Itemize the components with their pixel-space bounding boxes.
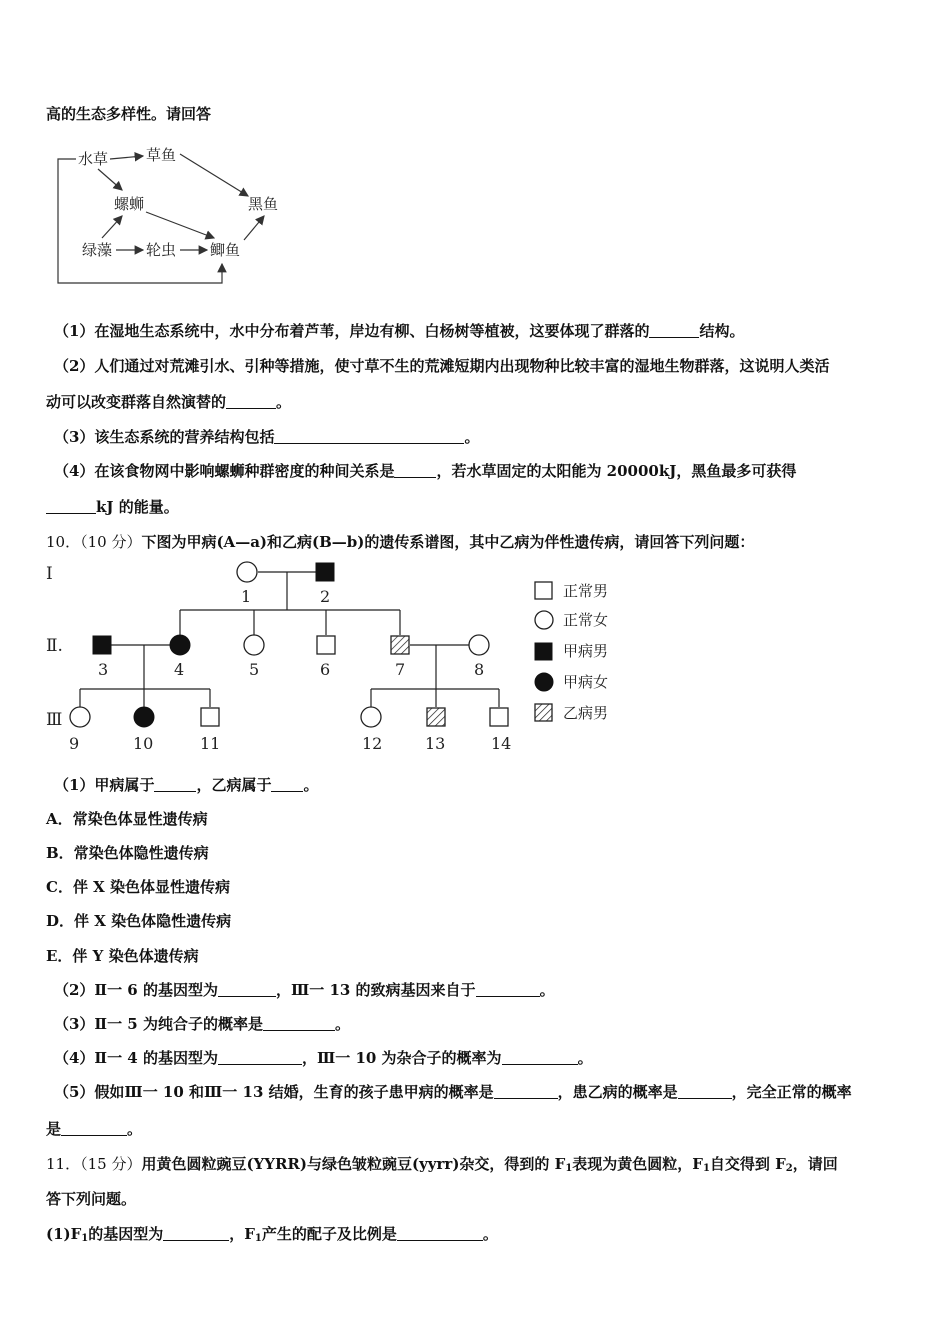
q9-part2-line2: 动可以改变群落自然演替的 。 xyxy=(46,393,292,411)
individual-9-normal-female xyxy=(70,707,90,727)
answer-blank[interactable] xyxy=(61,1120,127,1136)
q10-part5: （5）假如Ⅲ一 10 和Ⅲ一 13 结婚，生育的孩子患甲病的概率是 ，患乙病的概率是 ，完全正常的概率 xyxy=(54,1083,852,1101)
individual-number: 14 xyxy=(491,734,512,753)
individual-14-normal-male xyxy=(490,708,508,726)
individual-3-affected-male-a xyxy=(93,636,111,654)
option-e[interactable]: E．伴 Y 染色体遗传病 xyxy=(46,947,199,965)
individual-12-normal-female xyxy=(361,707,381,727)
legend-normal-male-label: 正常男 xyxy=(563,582,609,600)
q10-part1: （1）甲病属于 ，乙病属于 。 xyxy=(54,776,319,794)
arrow-caoyu-heiyu xyxy=(180,154,248,196)
node-heiyu: 黑鱼 xyxy=(248,195,279,213)
node-lvzao: 绿藻 xyxy=(82,241,113,259)
individual-number: 10 xyxy=(133,734,154,753)
individual-number: 5 xyxy=(249,660,260,679)
q10-part5-line2: 是 。 xyxy=(46,1120,143,1138)
answer-blank[interactable] xyxy=(494,1083,558,1099)
individual-7-affected-male-b xyxy=(391,636,409,654)
q9-part2-line1: （2）人们通过对荒滩引水、引种等措施，使寸草不生的荒滩短期内出现物种比较丰富的湿地生物群落，这说明人类活 xyxy=(54,357,830,375)
answer-blank[interactable] xyxy=(394,462,436,478)
arrow-shuicao-caoyu xyxy=(110,156,143,159)
q9-part4: （4）在该食物网中影响螺蛳种群密度的种间关系是 ，若水草固定的太阳能为 20000kJ，黑鱼最多可获得 xyxy=(54,462,797,480)
generation-label-1: Ⅰ xyxy=(46,564,53,584)
individual-number: 13 xyxy=(425,734,446,753)
option-b[interactable]: B．常染色体隐性遗传病 xyxy=(46,844,209,862)
option-a[interactable]: A．常染色体显性遗传病 xyxy=(46,810,208,828)
node-caoyu: 草鱼 xyxy=(146,146,177,164)
answer-blank[interactable] xyxy=(397,1225,483,1241)
q11-title-line2: 答下列问题。 xyxy=(46,1190,137,1208)
answer-blank[interactable] xyxy=(263,1015,335,1031)
legend-affected-male-a-symbol xyxy=(535,643,552,660)
answer-blank[interactable] xyxy=(274,428,464,444)
node-jiyu: 鲫鱼 xyxy=(210,241,241,259)
legend-affected-male-a-label: 甲病男 xyxy=(563,642,609,660)
answer-blank[interactable] xyxy=(271,776,303,792)
q9-part3: （3）该生态系统的营养结构包括 。 xyxy=(54,428,480,446)
individual-number: 1 xyxy=(241,587,252,606)
arrow-lvzao-luosi xyxy=(102,216,122,238)
q10-part2: （2）Ⅱ一 6 的基因型为 ，Ⅲ一 13 的致病基因来自于 。 xyxy=(54,981,555,999)
answer-blank[interactable] xyxy=(476,981,540,997)
answer-blank[interactable] xyxy=(218,1049,302,1065)
arrow-luosi-jiyu xyxy=(146,212,214,238)
q10-part3: （3）Ⅱ一 5 为纯合子的概率是 。 xyxy=(54,1015,350,1033)
individual-number: 3 xyxy=(98,660,109,679)
intro-line: 高的生态多样性。请回答 xyxy=(46,105,212,123)
node-lunchong: 轮虫 xyxy=(146,241,177,259)
individual-5-normal-female xyxy=(244,635,264,655)
q10-title: 10．（10 分）下图为甲病(A—a)和乙病(B—b)的遗传系谱图，其中乙病为伴性遗传病，请回答下列问题： xyxy=(46,533,755,551)
generation-label-2: Ⅱ. xyxy=(46,636,63,656)
individual-8-normal-female xyxy=(469,635,489,655)
option-c[interactable]: C．伴 X 染色体显性遗传病 xyxy=(46,878,231,896)
individual-number: 2 xyxy=(320,587,331,606)
answer-blank[interactable] xyxy=(502,1049,578,1065)
legend-affected-male-b-symbol xyxy=(535,704,552,721)
q10-part4: （4）Ⅱ一 4 的基因型为 ，Ⅲ一 10 为杂合子的概率为 。 xyxy=(54,1049,593,1067)
individual-2-affected-male-a xyxy=(316,563,334,581)
node-luosi: 螺蛳 xyxy=(114,195,145,213)
answer-blank[interactable] xyxy=(154,776,196,792)
legend-affected-male-b-label: 乙病男 xyxy=(563,704,609,722)
individual-number: 7 xyxy=(395,660,406,679)
individual-number: 11 xyxy=(200,734,221,753)
legend-normal-female-symbol xyxy=(535,611,553,629)
node-shuicao: 水草 xyxy=(78,150,109,168)
individual-number: 8 xyxy=(474,660,485,679)
arrow-shuicao-luosi xyxy=(98,169,122,190)
pedigree-chart xyxy=(40,555,640,755)
individual-number: 9 xyxy=(69,734,80,753)
answer-blank[interactable] xyxy=(649,322,699,338)
individual-number: 6 xyxy=(320,660,331,679)
individual-6-normal-male xyxy=(317,636,335,654)
individual-number: 4 xyxy=(174,660,185,679)
legend-normal-male-symbol xyxy=(535,582,552,599)
q9-part4-line2: kJ 的能量。 xyxy=(46,496,179,517)
legend-affected-female-a-label: 甲病女 xyxy=(563,673,609,691)
arrow-shuicao-jiyu xyxy=(58,159,222,283)
individual-1-normal-female xyxy=(237,562,257,582)
q11-title: 11．（15 分）用黄色圆粒豌豆(YYRR)与绿色皱粒豌豆(yyrr)杂交，得到的 $F_1$表现为黄色圆粒，$F_1$自交得到 $F_2$，请回 xyxy=(46,1155,838,1174)
individual-10-affected-female-a xyxy=(134,707,154,727)
answer-blank[interactable] xyxy=(678,1083,732,1099)
answer-blank[interactable] xyxy=(218,981,276,997)
legend-affected-female-a-symbol xyxy=(535,673,553,691)
generation-label-3: Ⅲ xyxy=(46,710,63,730)
answer-blank[interactable] xyxy=(163,1225,229,1241)
q11-part1: $(1)F_1$的基因型为 ，$F_1$产生的配子及比例是 。 xyxy=(46,1225,498,1244)
individual-number: 12 xyxy=(362,734,383,753)
answer-blank[interactable] xyxy=(46,498,96,514)
individual-4-affected-female-a xyxy=(170,635,190,655)
food-web-diagram xyxy=(50,140,300,290)
individual-11-normal-male xyxy=(201,708,219,726)
q9-part1: （1）在湿地生态系统中，水中分布着芦苇，岸边有柳、白杨树等植被，这要体现了群落的 结构。 xyxy=(54,322,745,340)
individual-13-affected-male-b xyxy=(427,708,445,726)
arrow-jiyu-heiyu xyxy=(244,216,264,240)
option-d[interactable]: D．伴 X 染色体隐性遗传病 xyxy=(46,912,232,930)
answer-blank[interactable] xyxy=(226,393,276,409)
legend-normal-female-label: 正常女 xyxy=(563,611,609,629)
